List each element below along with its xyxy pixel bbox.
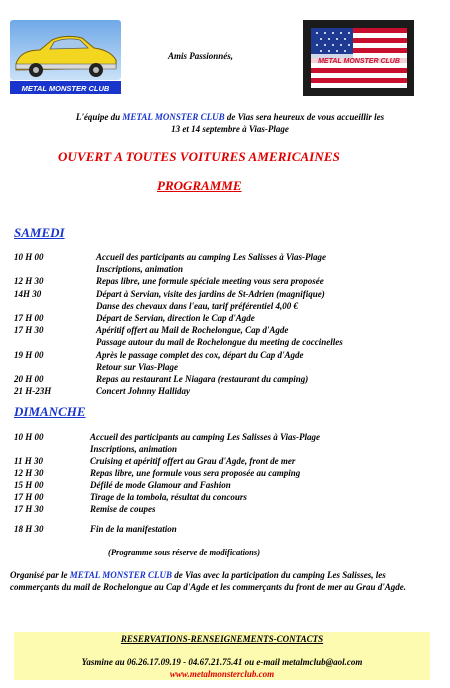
schedule-row [14, 288, 434, 300]
schedule-row [14, 324, 434, 336]
club-logo-car [10, 20, 121, 96]
intro-text: L'équipe du METAL MONSTER CLUB de Vias sera heureux de vous accueillir les 13 et 14 septembre à Vias-Plage [75, 112, 385, 134]
schedule-text: Remise de coupes [90, 504, 156, 514]
schedule-row [14, 349, 434, 361]
schedule-row [14, 312, 434, 324]
svg-text:METAL MONSTER CLUB: METAL MONSTER CLUB [21, 84, 110, 93]
schedule-time: 10 H 00 [14, 432, 44, 442]
schedule-row [14, 251, 434, 263]
schedule-text: Accueil des participants au camping Les Salisses à Vias-Plage [96, 252, 327, 262]
schedule-row [14, 385, 434, 397]
schedule-time: 17 H 30 [14, 325, 44, 336]
schedule-text: Tirage de la tombola, résultat du concours [90, 492, 247, 502]
schedule-time: 12 H 30 [14, 276, 44, 287]
schedule-row [14, 467, 434, 479]
contact-title: RESERVATIONS-RENSEIGNEMENTS-CONTACTS [120, 634, 324, 644]
schedule-row [14, 275, 434, 287]
schedule-time: 15 H 00 [14, 480, 44, 490]
schedule-text: Fin de la manifestation [90, 524, 177, 534]
schedule-row [14, 479, 434, 491]
schedule-row [14, 503, 434, 515]
schedule-row [14, 431, 434, 443]
headline: OUVERT A TOUTES VOITURES AMERICAINES [58, 149, 340, 164]
schedule-text: Inscriptions, animation [90, 444, 178, 454]
club-name: METAL MONSTER CLUB [69, 570, 172, 580]
schedule-text: Repas libre, une formule vous sera proposée au camping [90, 468, 301, 478]
schedule-text: Retour sur Vias-Plage [96, 361, 179, 372]
footnote: (Programme sous réserve de modifications) [108, 547, 261, 557]
schedule-text: Passage autour du mail de Rochelongue du meeting de coccinelles [96, 337, 343, 348]
schedule-text: Défilé de mode Glamour and Fashion [90, 480, 231, 490]
svg-text:METAL MONSTER CLUB: METAL MONSTER CLUB [318, 58, 400, 65]
schedule-time: 11 H 30 [14, 456, 44, 466]
schedule-time: 10 H 00 [14, 252, 44, 262]
schedule-time: 18 H 30 [14, 524, 44, 534]
contact-box [14, 632, 430, 680]
schedule-row [14, 300, 434, 312]
schedule-row [14, 373, 434, 385]
schedule-text: Départ de Servian, direction le Cap d'Agde [96, 313, 255, 323]
club-logo-flag [303, 20, 414, 96]
schedule-row [14, 361, 434, 373]
schedule-row [14, 336, 434, 348]
contact-line: Yasmine au 06.26.17.09.19 - 04.67.21.75.41 ou e-mail metalmclub@aol.com [81, 657, 363, 667]
schedule-time: 20 H 00 [14, 374, 44, 384]
programme-title: PROGRAMME [157, 178, 242, 193]
schedule-time: 21 H-23H [14, 386, 52, 397]
schedule-text: Repas au restaurant Le Niagara (restaurant du camping) [96, 374, 309, 384]
schedule-row [14, 263, 434, 275]
schedule-text: Départ à Servian, visite des jardins de St-Adrien (magnifique) [96, 288, 325, 299]
schedule-text: Danse des chevaux dans l'eau, tarif préférentiel 4,00 € [96, 300, 298, 311]
day-title-dimanche: DIMANCHE [14, 404, 86, 419]
schedule-time: 19 H 00 [14, 349, 44, 360]
schedule-row [14, 455, 434, 467]
schedule-row [14, 491, 434, 503]
greeting: Amis Passionnés, [168, 51, 234, 61]
schedule-time: 17 H 30 [14, 504, 44, 514]
schedule-text: Concert Johnny Halliday [96, 386, 191, 397]
website-link[interactable]: www.metalmonsterclub.com [169, 669, 275, 679]
schedule-text: Apéritif offert au Mail de Rochelongue, Cap d'Agde [96, 325, 289, 336]
schedule-time: 12 H 30 [14, 468, 44, 478]
organisation-text: Organisé par le METAL MONSTER CLUB de Vias avec la participation du camping Les Salisses, les commerçants du mail de Rochelongue au Cap d'Agde et les commerçants du front de mer au Grau d'Agde. [10, 570, 407, 592]
schedule-text: Après le passage complet des cox, départ du Cap d'Agde [96, 349, 304, 360]
schedule-text: Cruising et apéritif offert au Grau d'Agde, front de mer [90, 456, 296, 466]
schedule-text: Repas libre, une formule spéciale meeting vous sera proposée [96, 276, 324, 287]
schedule-text: Inscriptions, animation [96, 264, 184, 275]
schedule-time: 17 H 00 [14, 313, 44, 323]
day-title-samedi: SAMEDI [14, 225, 65, 240]
schedule-time: 17 H 00 [14, 492, 44, 502]
club-name: METAL MONSTER CLUB [122, 112, 225, 122]
schedule-row [14, 443, 434, 455]
schedule-row [14, 523, 434, 535]
schedule-text: Accueil des participants au camping Les Salisses à Vias-Plage [90, 432, 321, 442]
schedule-time: 14H 30 [14, 288, 42, 299]
